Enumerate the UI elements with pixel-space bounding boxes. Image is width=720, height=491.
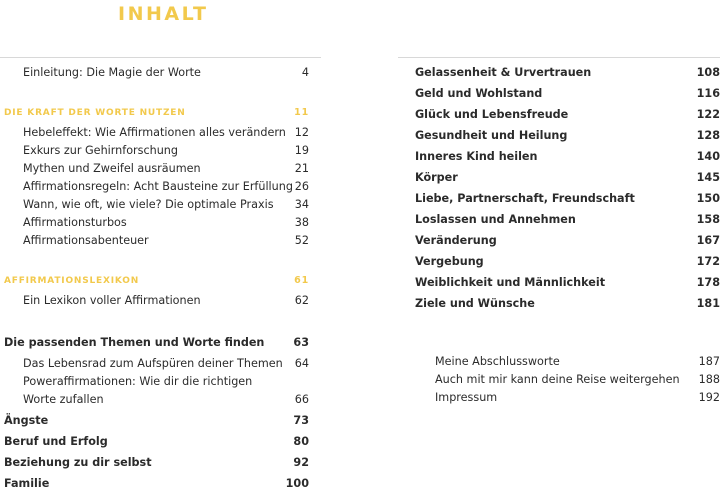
toc-topic-page: 181 [696,297,720,310]
toc-topic-label: Liebe, Partnerschaft, Freundschaft [415,192,635,205]
toc-entry-label: Affirmationsregeln: Acht Bausteine zur Erfüllung [23,180,293,193]
toc-topic-page: 80 [293,435,309,448]
toc-entry-label: Hebeleffekt: Wie Affirmationen alles verändern [23,126,286,139]
toc-topic-label: Ängste [4,414,49,427]
toc-topic-label: Inneres Kind heilen [415,150,538,163]
toc-section-page: 11 [294,107,309,118]
toc-topic-label: Loslassen und Annehmen [415,213,576,226]
toc-topic-page: 172 [696,255,720,268]
toc-topic-page: 158 [696,213,720,226]
page-title: INHALT [118,3,209,25]
toc-entry-page: 12 [294,126,309,139]
toc-topic-label: Beruf und Erfolg [4,435,108,448]
toc-topic-label: Veränderung [415,234,497,247]
toc-topic-label: Weiblichkeit und Männlichkeit [415,276,606,289]
toc-topic-label: Gelassenheit & Urvertrauen [415,66,592,79]
toc-entry-page: 26 [294,180,309,193]
toc-entry-page: 188 [698,373,720,386]
toc-topic-page: 73 [293,414,309,427]
toc-topic-page: 150 [696,192,720,205]
toc-entry-label: Auch mit mir kann deine Reise weitergehen [435,373,680,386]
toc-entry-label: Einleitung: Die Magie der Worte [23,66,201,79]
toc-topic-page: 63 [293,336,309,349]
toc-entry-label-line2: Worte zufallen [23,393,104,406]
toc-topic-page: 128 [696,129,720,142]
toc-entry-page: 62 [294,294,309,307]
toc-topic-label: Beziehung zu dir selbst [4,456,152,469]
toc-entry-page: 192 [698,391,720,404]
toc-entry-page: 187 [698,355,720,368]
toc-topic-label: Die passenden Themen und Worte finden [4,336,265,349]
toc-topic-page: 108 [696,66,720,79]
toc-entry-page: 66 [294,393,309,406]
toc-entry-label: Meine Abschlussworte [435,355,560,368]
right-divider [398,57,720,58]
toc-entry-label-line1: Poweraffirmationen: Wie dir die richtigen [23,375,253,388]
toc-topic-label: Familie [4,477,50,490]
toc-entry-label: Affirmationsabenteuer [23,234,149,247]
toc-topic-page: 100 [285,477,309,490]
toc-entry-page: 21 [294,162,309,175]
toc-topic-page: 92 [293,456,309,469]
toc-section-label: AFFIRMATIONSLEXIKON [4,276,140,286]
toc-entry-label: Ein Lexikon voller Affirmationen [23,294,201,307]
toc-entry-label: Das Lebensrad zum Aufspüren deiner Themen [23,357,283,370]
toc-entry-label: Exkurs zur Gehirnforschung [23,144,178,157]
toc-entry-label: Affirmationsturbos [23,216,127,229]
toc-entry-label: Impressum [435,391,498,404]
toc-entry-label: Mythen und Zweifel ausräumen [23,162,201,175]
toc-topic-page: 178 [696,276,720,289]
toc-topic-page: 145 [696,171,720,184]
toc-entry-page: 64 [294,357,309,370]
toc-entry-label: Wann, wie oft, wie viele? Die optimale Praxis [23,198,274,211]
toc-entry-page: 34 [294,198,309,211]
left-divider [0,57,321,58]
toc-topic-label: Ziele und Wünsche [415,297,535,310]
toc-topic-label: Vergebung [415,255,484,268]
toc-topic-page: 140 [696,150,720,163]
toc-topic-label: Körper [415,171,458,184]
toc-topic-label: Glück und Lebensfreude [415,108,569,121]
toc-entry-page: 4 [301,66,309,79]
toc-entry-page: 19 [294,144,309,157]
toc-entry-page: 52 [294,234,309,247]
toc-entry-page: 38 [294,216,309,229]
toc-topic-page: 167 [696,234,720,247]
toc-topic-page: 122 [696,108,720,121]
toc-topic-page: 116 [696,87,720,100]
toc-topic-label: Gesundheit und Heilung [415,129,568,142]
toc-section-page: 61 [294,275,309,286]
toc-section-label: DIE KRAFT DER WORTE NUTZEN [4,108,186,118]
toc-entry[interactable] [23,375,309,407]
toc-topic-label: Geld und Wohlstand [415,87,543,100]
